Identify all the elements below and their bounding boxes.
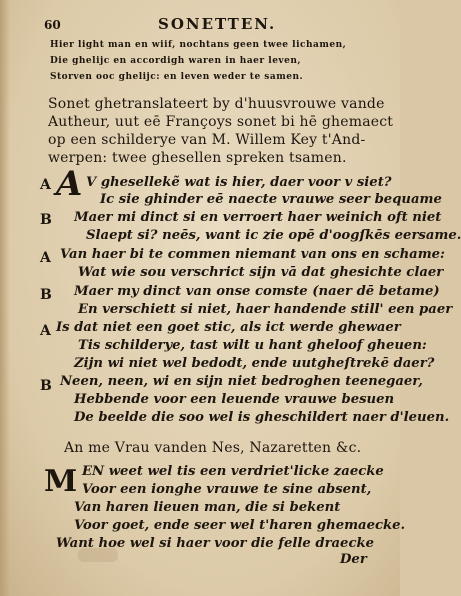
poem2-dropcap: M [44, 464, 77, 499]
sonnet-line-5: Van haer bi te commen niemant van ons en schame: [60, 247, 445, 262]
poem2-line-2: Voor een ionghe vrauwe te sine absent, [82, 482, 372, 497]
sonnet-line-7: Maer my dinct van onse comste (naer dē betame) [74, 284, 440, 299]
sonnet-line-6: Wat wie sou verschrict sijn vā dat ghesichte claer [78, 265, 444, 280]
speaker-label: B [40, 287, 52, 303]
poem2-line-4: Voor goet, ende seer wel t'haren ghemaecke. [74, 518, 406, 533]
sonnet-line-1: V ghesellekẽ wat is hier, daer voor v siet? [86, 175, 392, 190]
sonnet-dropcap: A [56, 164, 83, 204]
sonnet-line-4: Slaept si? neēs, want ic zie opē d'oogſkēs eersame. [86, 228, 461, 243]
sonnet-line-9: Is dat niet een goet stic, als ict werde ghewaer [56, 320, 401, 335]
intro-line-4: werpen: twee ghesellen spreken tsamen. [48, 150, 347, 166]
intro-line-3: op een schilderye van M. Willem Key t'And- [48, 132, 366, 148]
caption-line-3: Storven ooc ghelijc: en leven weder te samen. [50, 72, 304, 82]
poem2-line-5: Want hoe wel si haer voor die felle draecke [56, 536, 375, 551]
intro-line-1: Sonet ghetranslateert by d'huusvrouwe vande [48, 96, 385, 112]
sonnet-line-13: Hebbende voor een leuende vrauwe besuen [74, 392, 395, 407]
speaker-label: B [40, 378, 52, 394]
ink-smudge [78, 548, 118, 562]
sonnet-line-10: Tis schilderye, tast wilt u hant gheloof gheuen: [78, 338, 427, 353]
running-title: SONETTEN. [158, 15, 277, 33]
speaker-label: A [40, 323, 51, 339]
sonnet-line-14: De beelde die soo wel is gheschildert naer d'leuen. [74, 410, 450, 425]
sonnet-line-3: Maer mi dinct si en verroert haer weinich oft niet [74, 210, 442, 225]
poem2-line-3: Van haren lieuen man, die si bekent [74, 500, 341, 515]
sonnet-line-2: Ic sie ghinder eē naecte vrauwe seer bequame [100, 192, 442, 207]
intro-line-2: Autheur, uut eē Françoys sonet bi hē ghemaect [48, 114, 394, 130]
caption-line-1: Hier light man en wiif, nochtans geen twee lichamen, [50, 40, 347, 50]
speaker-label: A [40, 250, 51, 266]
poem2-line-1: EN weet wel tis een verdriet'licke zaecke [82, 464, 384, 479]
catchword: Der [340, 552, 367, 567]
sonnet-line-12: Neen, neen, wi en sijn niet bedroghen teenegaer, [60, 374, 423, 389]
page-number: 60 [44, 18, 61, 32]
speaker-label: B [40, 212, 52, 228]
sonnet-line-8: En verschiett si niet, haer handende still' een paer [78, 302, 453, 317]
page-edge-shadow [0, 0, 10, 596]
dedication-heading: An me Vrau vanden Nes, Nazaretten &c. [64, 440, 362, 456]
caption-line-2: Die ghelijc en accordigh waren in haer leven, [50, 56, 302, 66]
sonnet-line-11: Zijn wi niet wel bedodt, ende uutgheſtrekē daer? [74, 356, 435, 371]
speaker-label: A [40, 177, 51, 193]
